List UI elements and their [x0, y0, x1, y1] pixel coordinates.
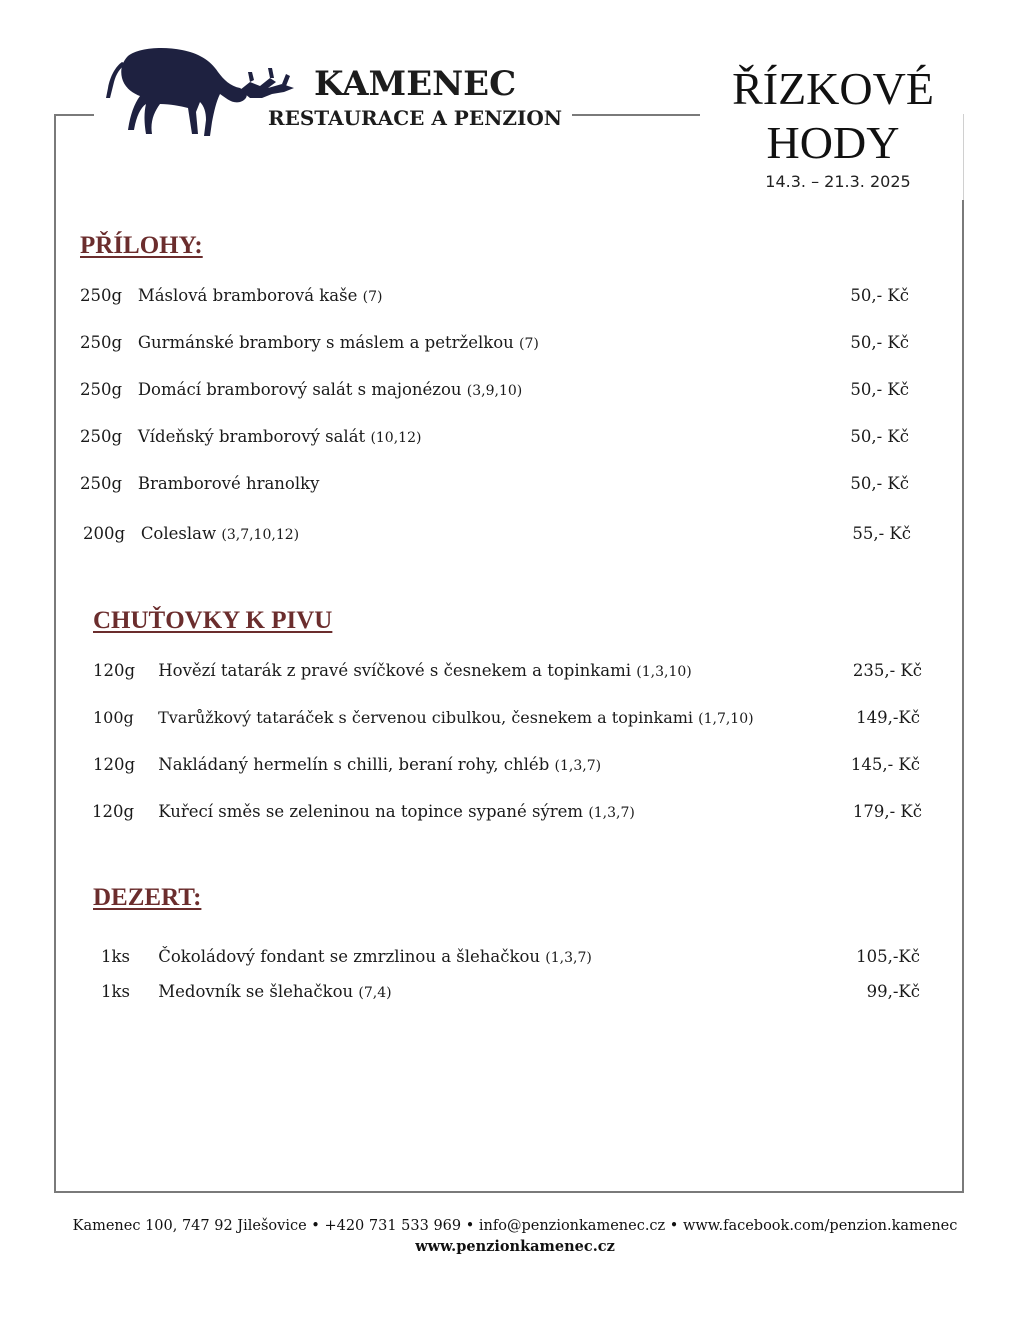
- frame-bottom: [54, 1191, 964, 1193]
- item-qty: 250g: [80, 286, 123, 305]
- item-qty: 1ks: [101, 947, 130, 966]
- item-qty: 200g: [83, 524, 126, 543]
- menu-item: [101, 947, 592, 966]
- section-title-dezert: DEZERT:: [93, 884, 202, 911]
- menu-item: [93, 708, 754, 727]
- frame-right: [962, 200, 964, 1193]
- item-qty: 250g: [80, 380, 123, 399]
- item-allergens: (1,3,10): [636, 664, 692, 680]
- item-allergens: (7): [362, 289, 383, 305]
- menu-item: [80, 474, 319, 493]
- item-price: 50,- Kč: [850, 474, 909, 493]
- item-price: 55,- Kč: [852, 524, 911, 543]
- menu-item: [93, 755, 601, 774]
- item-allergens: (1,7,10): [698, 711, 754, 727]
- item-name: Nakládaný hermelín s chilli, beraní rohy, chléb: [158, 755, 550, 774]
- item-price: 235,- Kč: [852, 661, 922, 680]
- menu-item: [83, 524, 299, 543]
- menu-item: [92, 802, 635, 821]
- menu-item: [80, 380, 522, 399]
- item-price: 50,- Kč: [850, 286, 909, 305]
- item-price: 50,- Kč: [850, 333, 909, 352]
- item-qty: 250g: [80, 427, 123, 446]
- footer-contact: Kamenec 100, 747 92 Jilešovice • +420 731 533 969 • info@penzionkamenec.cz • www.facebook.com/penzion.kamenec: [72, 1218, 958, 1234]
- item-name: Gurmánské brambory s máslem a petrželkou: [137, 333, 514, 352]
- brand-subtitle: RESTAURACE A PENZION: [268, 106, 563, 130]
- section-title-prilohy: PŘÍLOHY:: [80, 232, 203, 259]
- item-name: Čokoládový fondant se zmrzlinou a šlehačkou: [158, 947, 541, 966]
- item-allergens: (1,3,7): [588, 805, 635, 821]
- item-price: 105,-Kč: [856, 947, 920, 966]
- brand-name: KAMENEC: [314, 64, 517, 104]
- frame-right-top: [963, 114, 964, 200]
- item-allergens: (3,7,10,12): [221, 527, 300, 543]
- item-name: Coleslaw: [140, 524, 217, 543]
- item-qty: 250g: [80, 333, 123, 352]
- item-qty: 250g: [80, 474, 123, 493]
- item-name: Hovězí tatarák z pravé svíčkové s česnekem a topinkami: [158, 661, 632, 680]
- item-allergens: (3,9,10): [466, 383, 523, 399]
- menu-item: [80, 333, 539, 352]
- frame-left: [54, 114, 56, 1193]
- menu-item: [80, 286, 382, 305]
- item-price: 149,-Kč: [856, 708, 920, 727]
- item-price: 179,- Kč: [852, 802, 922, 821]
- event-title-line2: HODY: [766, 117, 900, 168]
- item-name: Vídeňský bramborový salát: [137, 427, 366, 446]
- item-name: Kuřecí směs se zeleninou na topince sypané sýrem: [158, 802, 584, 821]
- item-qty: 120g: [93, 661, 136, 680]
- event-date: 14.3. – 21.3. 2025: [765, 172, 911, 191]
- item-price: 50,- Kč: [850, 427, 909, 446]
- item-name: Máslová bramborová kaše: [137, 286, 358, 305]
- item-name: Domácí bramborový salát s majonézou: [137, 380, 462, 399]
- event-title-line1: ŘÍZKOVÉ: [732, 63, 934, 114]
- item-name: Medovník se šlehačkou: [158, 982, 354, 1001]
- item-allergens: (10,12): [370, 430, 422, 446]
- item-qty: 100g: [93, 708, 134, 727]
- footer-website: www.penzionkamenec.cz: [415, 1238, 615, 1255]
- item-allergens: (1,3,7): [554, 758, 602, 774]
- item-price: 50,- Kč: [850, 380, 909, 399]
- menu-item: [93, 661, 692, 680]
- frame-top-left: [54, 114, 94, 116]
- item-qty: 120g: [93, 755, 136, 774]
- frame-top-middle: [572, 114, 700, 116]
- event-title: [720, 62, 946, 170]
- item-name: Bramborové hranolky: [137, 474, 320, 493]
- item-price: 99,-Kč: [866, 982, 920, 1001]
- item-allergens: (1,3,7): [545, 950, 592, 966]
- menu-item: [101, 982, 392, 1001]
- item-name: Tvarůžkový tataráček s červenou cibulkou, česnekem a topinkami: [158, 708, 694, 727]
- item-price: 145,- Kč: [850, 755, 920, 774]
- item-qty: 1ks: [101, 982, 130, 1001]
- item-qty: 120g: [92, 802, 135, 821]
- item-allergens: (7,4): [358, 985, 392, 1001]
- item-allergens: (7): [519, 336, 539, 352]
- section-title-chutovky: CHUŤOVKY K PIVU: [93, 607, 333, 634]
- menu-item: [80, 427, 421, 446]
